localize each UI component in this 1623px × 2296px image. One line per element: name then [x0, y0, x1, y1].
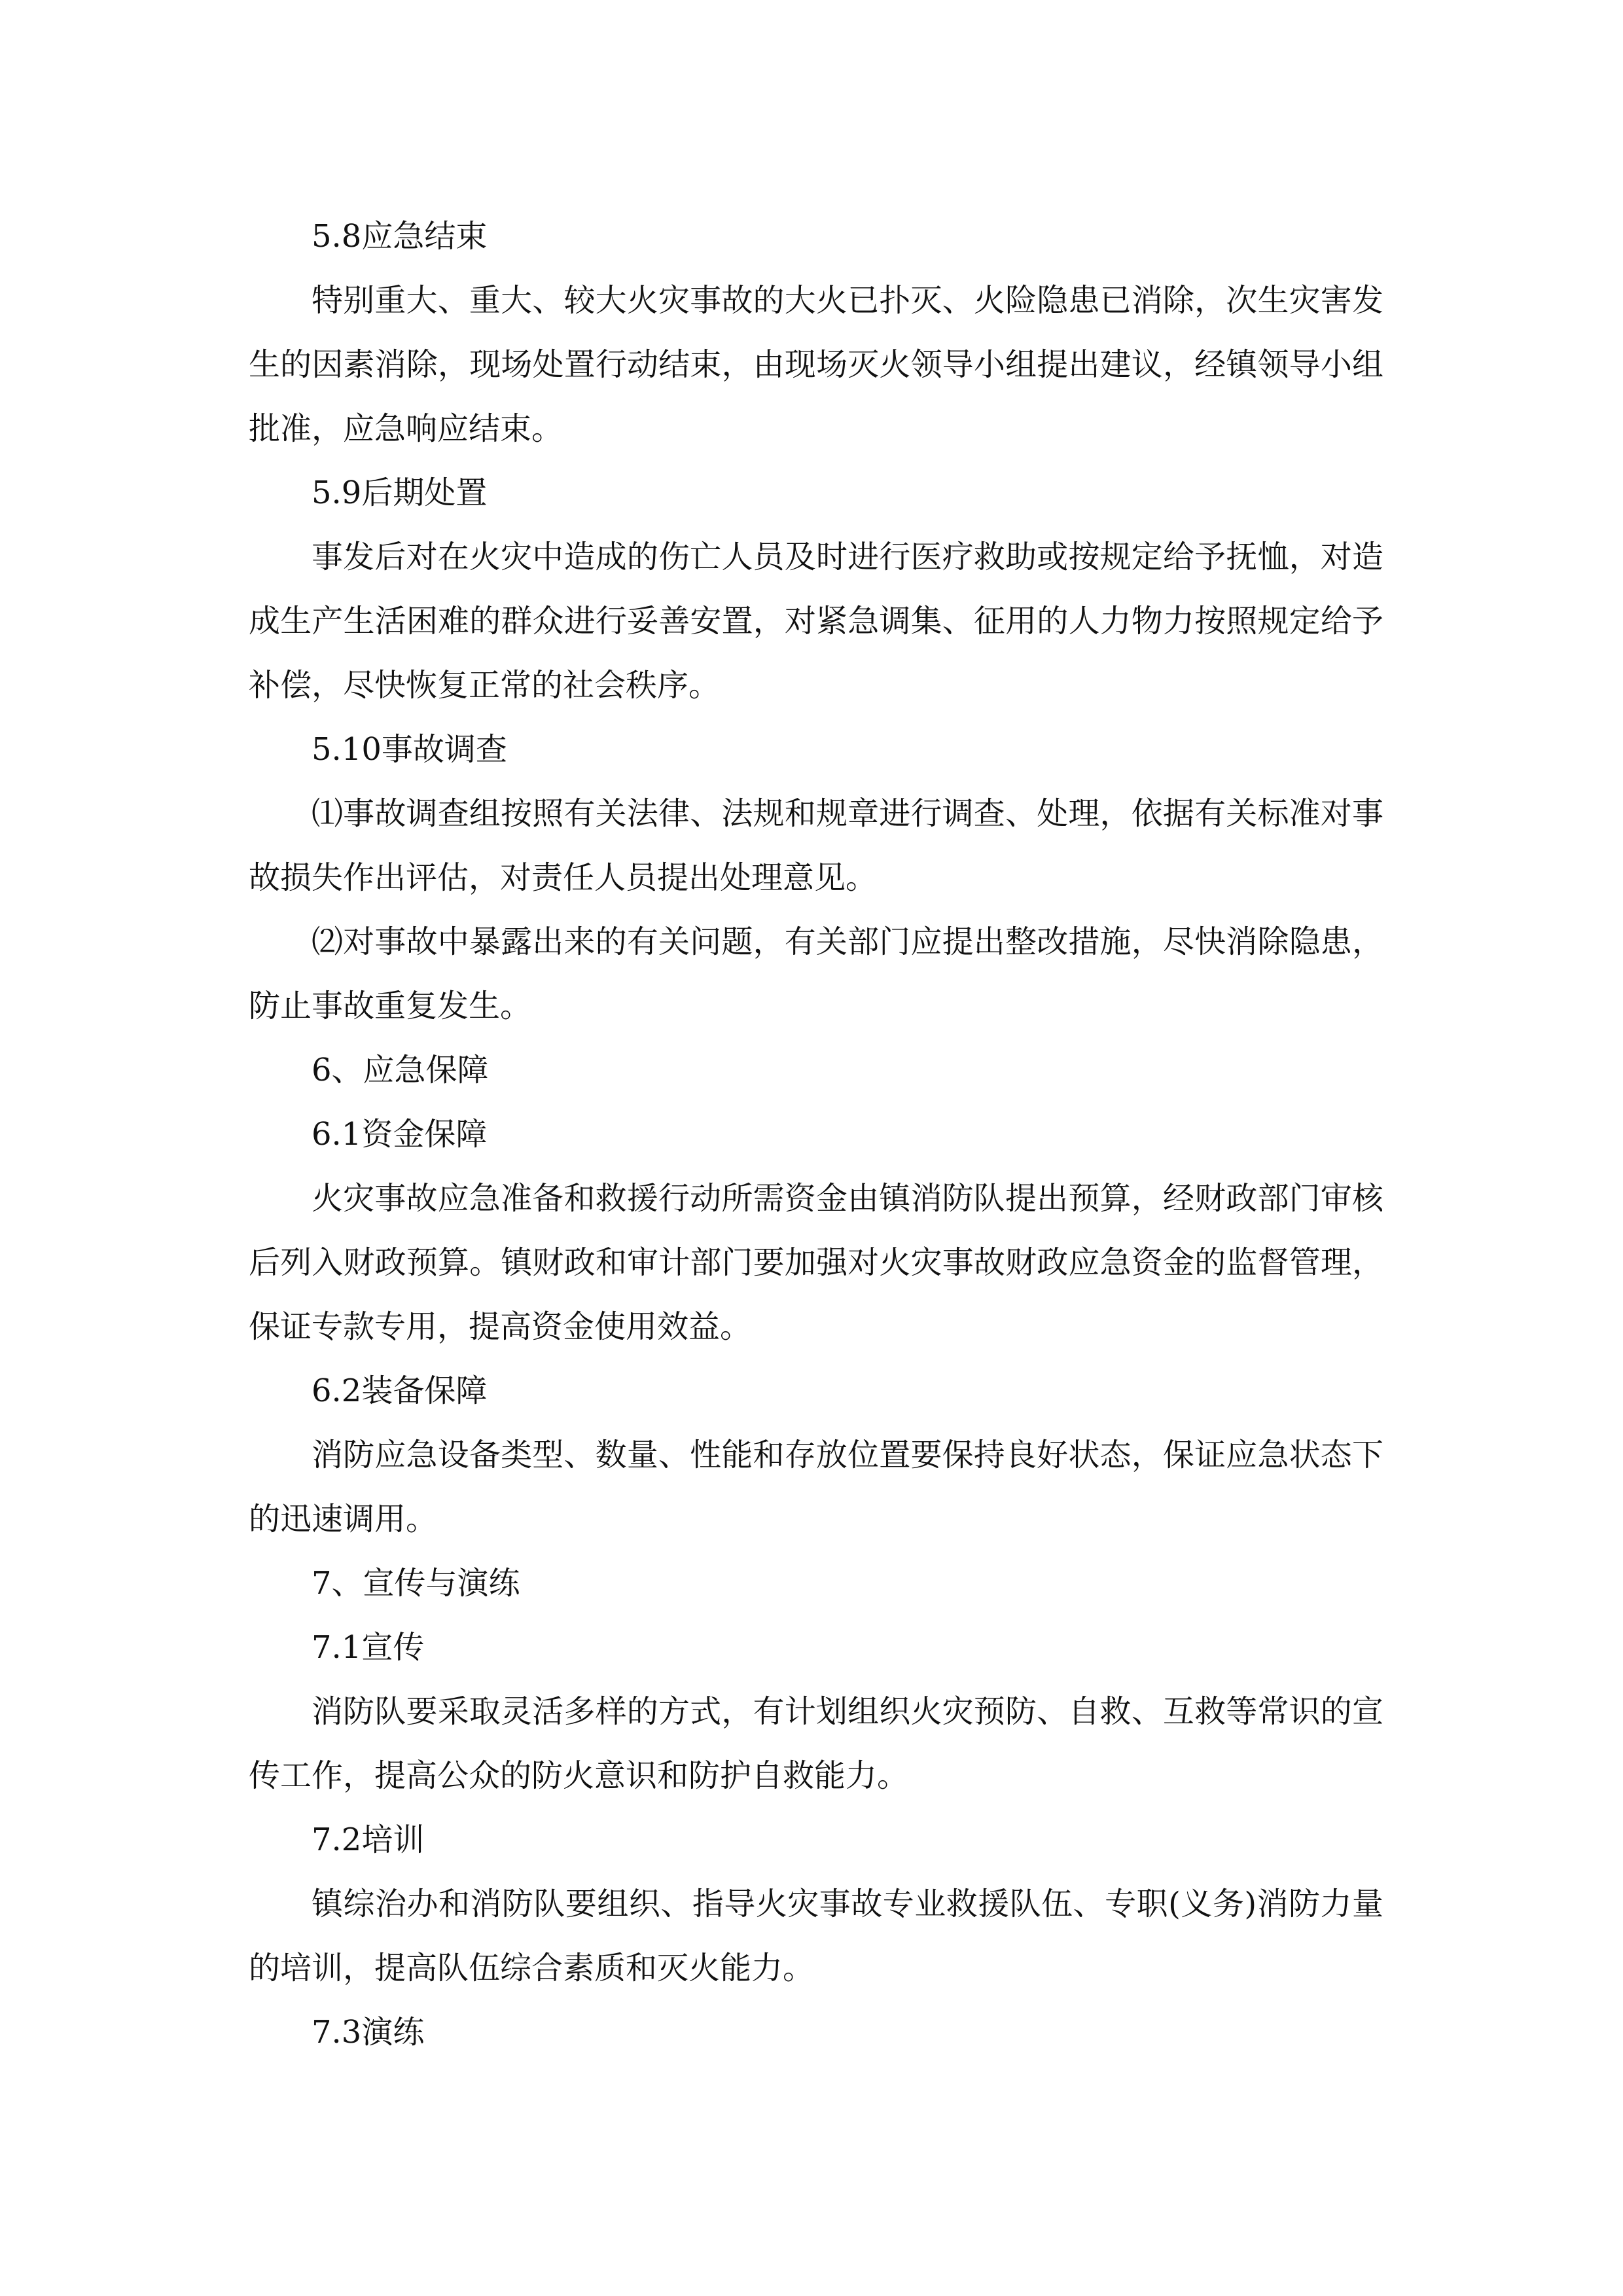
paragraph-aftermath: 事发后对在火灾中造成的伤亡人员及时进行医疗救助或按规定给予抚恤，对造成生产生活困难的群众进行妥善安置，对紧急调集、征用的人力物力按照规定给予补偿，尽快恢复正常的社会秩序。: [249, 539, 1383, 704]
document-body: [249, 204, 1383, 2064]
section-heading-7: 7、宣传与演练: [312, 1565, 520, 1602]
paragraph-emergency-end: 特别重大、重大、较大火灾事故的大火已扑灭、火险隐患已消除，次生灾害发生的因素消除，现场处置行动结束，由现场灭火领导小组提出建议，经镇领导小组批准，应急响应结束。: [249, 282, 1383, 447]
section-heading-6: 6、应急保障: [312, 1052, 489, 1088]
section-heading-6-1: 6.1资金保障: [312, 1116, 488, 1153]
paragraph-equipment: 消防应急设备类型、数量、性能和存放位置要保持良好状态，保证应急状态下的迅速调用。: [249, 1437, 1383, 1537]
paragraph-funding: 火灾事故应急准备和救援行动所需资金由镇消防队提出预算，经财政部门审核后列入财政预算。镇财政和审计部门要加强对火灾事故财政应急资金的监督管理，保证专款专用，提高资金使用效益。: [249, 1180, 1383, 1345]
section-heading-7-1: 7.1宣传: [312, 1629, 425, 1666]
section-heading-7-2: 7.2培训: [312, 1821, 425, 1858]
section-heading-6-2: 6.2装备保障: [312, 1372, 488, 1409]
paragraph-training: 镇综治办和消防队要组织、指导火灾事故专业救援队伍、专职(义务)消防力量的培训，提高队伍综合素质和灭火能力。: [249, 1886, 1383, 1986]
section-heading-7-3: 7.3演练: [312, 2014, 425, 2051]
section-heading-5-9: 5.9后期处置: [312, 475, 488, 511]
paragraph-investigation-2: ⑵对事故中暴露出来的有关问题，有关部门应提出整改措施，尽快消除隐患，防止事故重复发生。: [249, 924, 1383, 1024]
paragraph-investigation-1: ⑴事故调查组按照有关法律、法规和规章进行调查、处理，依据有关标准对事故损失作出评估，对责任人员提出处理意见。: [249, 795, 1383, 896]
section-heading-5-10: 5.10事故调查: [312, 731, 507, 768]
section-heading-5-8: 5.8应急结束: [312, 218, 488, 255]
paragraph-publicity: 消防队要采取灵活多样的方式，有计划组织火灾预防、自救、互救等常识的宣传工作，提高公众的防火意识和防护自救能力。: [249, 1693, 1383, 1794]
